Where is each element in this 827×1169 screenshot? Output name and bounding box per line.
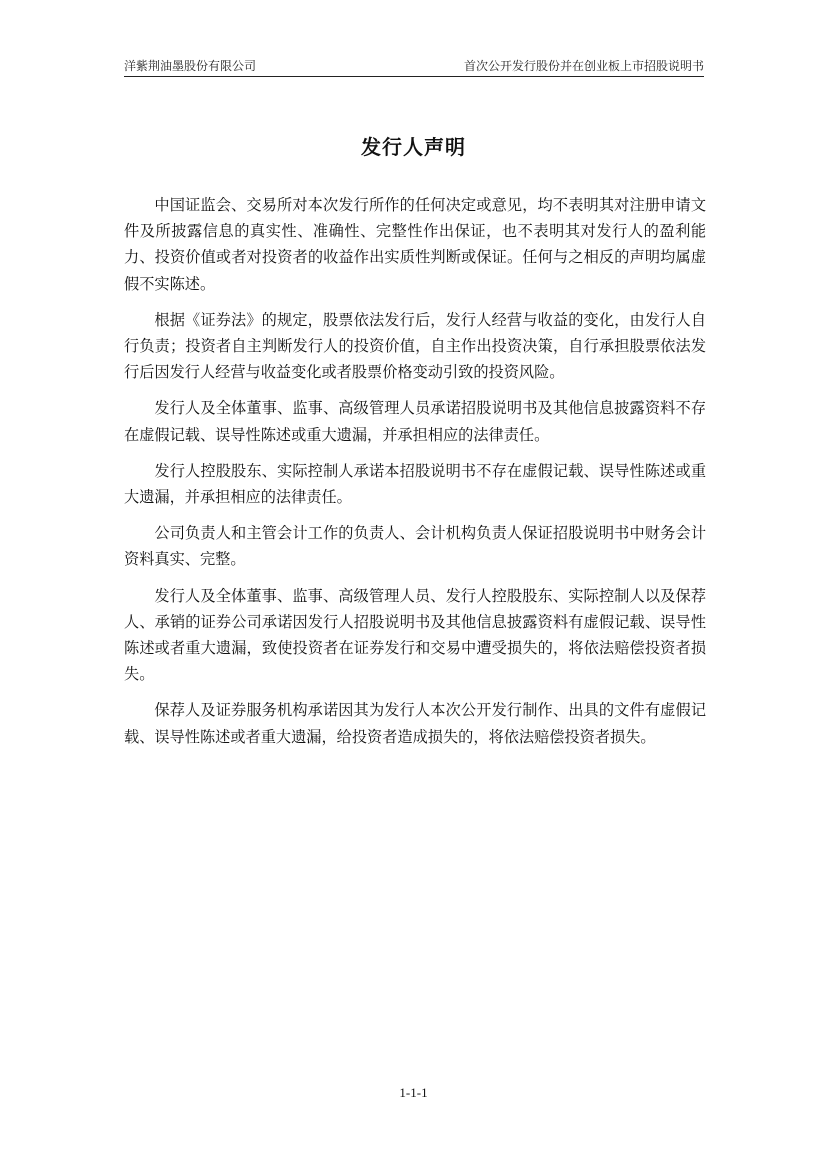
statement-paragraph: 公司负责人和主管会计工作的负责人、会计机构负责人保证招股说明书中财务会计资料真实、完整。 bbox=[124, 524, 706, 569]
statement-body bbox=[124, 192, 706, 760]
statement-paragraph: 发行人及全体董事、监事、高级管理人员、发行人控股股东、实际控制人以及保荐人、承销的证券公司承诺因发行人招股说明书及其他信息披露资料有虚假记载、误导性陈述或者重大遗漏，致使投资者在证券发行和交易中遭受损失的，将依法赔偿投资者损失。 bbox=[124, 586, 706, 684]
page-number: 1-1-1 bbox=[399, 1085, 428, 1100]
header-company-name: 洋紫荆油墨股份有限公司 bbox=[124, 59, 257, 73]
page-title: 发行人声明 bbox=[361, 135, 466, 159]
statement-paragraph: 发行人控股股东、实际控制人承诺本招股说明书不存在虚假记载、误导性陈述或重大遗漏，并承担相应的法律责任。 bbox=[124, 461, 706, 507]
page-header bbox=[124, 58, 704, 77]
header-document-title: 首次公开发行股份并在创业板上市招股说明书 bbox=[463, 59, 704, 73]
statement-paragraph: 发行人及全体董事、监事、高级管理人员承诺招股说明书及其他信息披露资料不存在虚假记载、误导性陈述或重大遗漏，并承担相应的法律责任。 bbox=[124, 399, 706, 444]
statement-paragraph: 根据《证券法》的规定，股票依法发行后，发行人经营与收益的变化，由发行人自行负责；投资者自主判断发行人的投资价值，自主作出投资决策，自行承担股票依法发行后因发行人经营与收益变化或者股票价格变动引致的投资风险。 bbox=[124, 310, 706, 382]
statement-paragraph: 中国证监会、交易所对本次发行所作的任何决定或意见，均不表明其对注册申请文件及所披露信息的真实性、准确性、完整性作出保证，也不表明其对发行人的盈利能力、投资价值或者对投资者的收益作出实质性判断或保证。任何与之相反的声明均属虚假不实陈述。 bbox=[124, 196, 706, 293]
statement-paragraph: 保荐人及证券服务机构承诺因其为发行人本次公开发行制作、出具的文件有虚假记载、误导性陈述或者重大遗漏，给投资者造成损失的，将依法赔偿投资者损失。 bbox=[124, 701, 706, 746]
